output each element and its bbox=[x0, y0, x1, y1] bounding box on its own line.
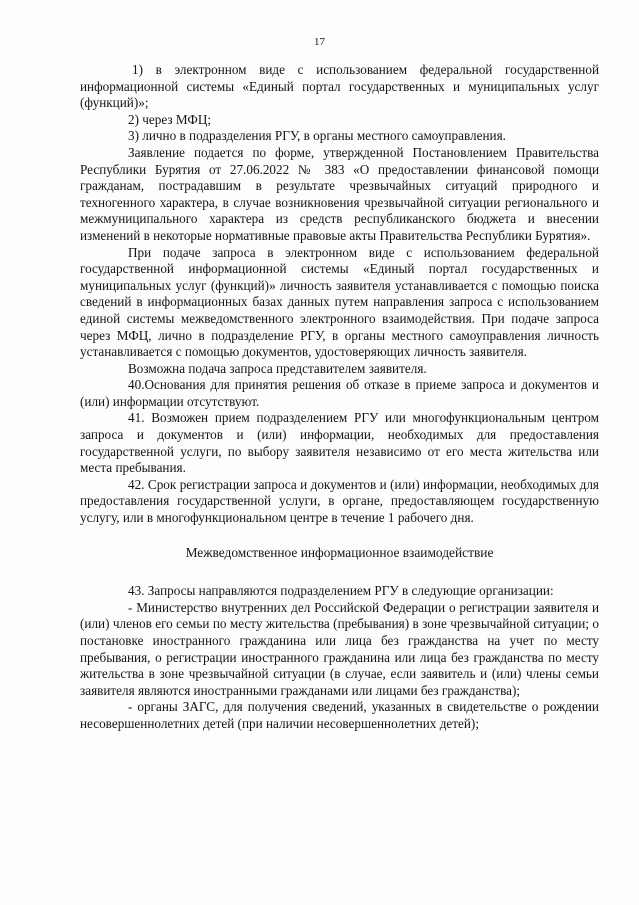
paragraph: 40.Основания для принятия решения об отказе в приеме запроса и документов и (или) информации отсутствуют. bbox=[80, 377, 599, 409]
paragraph: 2) через МФЦ; bbox=[128, 111, 212, 127]
paragraph: 43. Запросы направляются подразделением РГУ в следующие организации: bbox=[128, 583, 554, 599]
paragraph: При подаче запроса в электронном виде с использованием федеральной государственной информационной системы «Единый портал государственных и муниципальных услуг (функций)» личность заявителя устанавливается с помощью поиска сведений в информационных базах данных путем направления запроса с использованием единой системы межведомственного электронного взаимодействия. При подаче запроса через МФЦ, лично в подразделение РГУ, в органы местного самоуправления личность устанавливается с помощью документов, удостоверяющих личность заявителя. bbox=[80, 244, 599, 360]
paragraph: - Министерство внутренних дел Российской Федерации о регистрации заявителя и (или) членов его семьи по месту жительства (пребывания) в зоне чрезвычайной ситуации; о постановке иностранного гражданина или лица без гражданства на учет по месту пребывания, о регистрации иностранного гражданина или лица без гражданства по месту жительства в зоне чрезвычайной ситуации (в случае, если заявитель и (или) члены семьи заявителя являются иностранными гражданами или лицами без гражданства); bbox=[80, 599, 599, 698]
paragraph: - органы ЗАГС, для получения сведений, указанных в свидетельстве о рождении несовершеннолетних детей (при наличии несовершеннолетних детей); bbox=[80, 699, 599, 731]
section-heading: Межведомственное информационное взаимодействие bbox=[185, 544, 494, 560]
paragraph: Возможна подача запроса представителем заявителя. bbox=[128, 360, 427, 376]
paragraph: 42. Срок регистрации запроса и документов и (или) информации, необходимых для предоставления государственной услуги, в органе, предоставляющем государственную услугу, или в многофункциональном центре в течение 1 рабочего дня. bbox=[80, 476, 599, 526]
page-number: 17 bbox=[314, 36, 325, 48]
paragraph: Заявление подается по форме, утвержденной Постановлением Правительства Республики Бурятия от 27.06.2022 № 383 «О предоставлении финансовой помощи гражданам, пострадавшим в результате чрезвычайных ситуаций природного и техногенного характера, в случае возникновения чрезвычайной ситуации регионального и межмуниципального характера из средств республиканского бюджета и внесении изменений в некоторые нормативные правовые акты Правительства Республики Бурятия». bbox=[80, 144, 599, 243]
paragraph: 1) в электронном виде с использованием федеральной государственной информационной системы «Единый портал государственных и муниципальных услуг (функций)»; bbox=[80, 62, 599, 111]
paragraph: 41. Возможен прием подразделением РГУ или многофункциональным центром запроса и документов и (или) информации, необходимых для предоставления государственной услуги, по выбору заявителя независимо от его места жительства или места пребывания. bbox=[80, 410, 599, 476]
document-body bbox=[80, 62, 599, 733]
paragraph: 3) лично в подразделения РГУ, в органы местного самоуправления. bbox=[128, 128, 506, 144]
